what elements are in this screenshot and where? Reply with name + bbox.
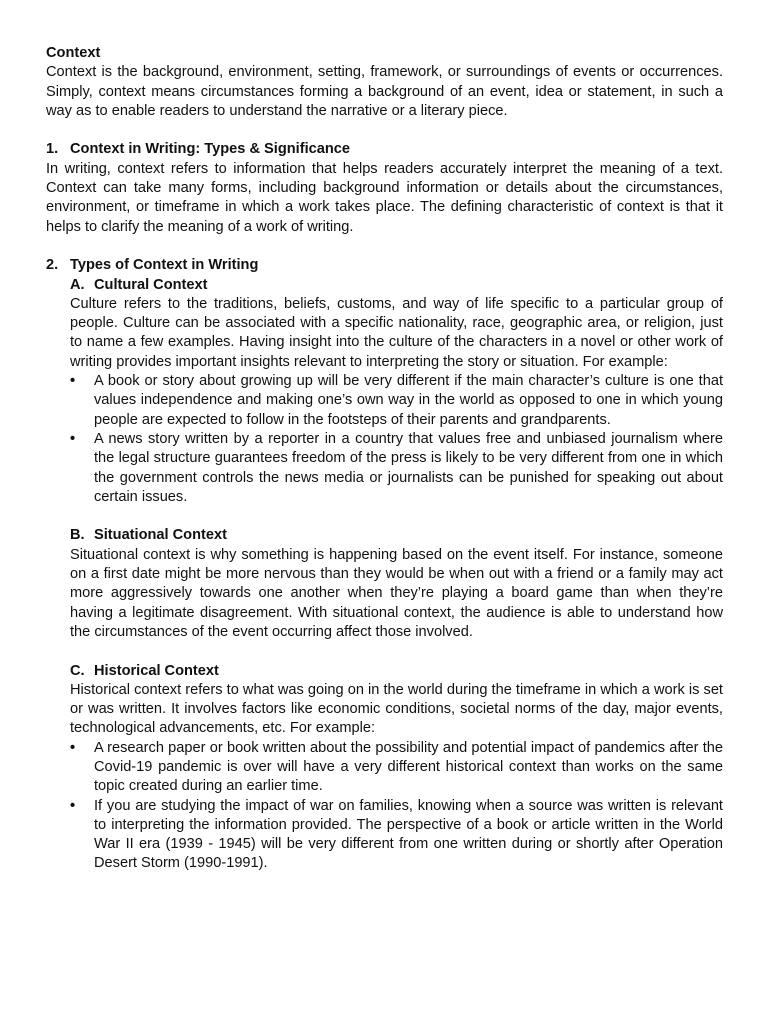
bullet-icon: • [70,430,76,447]
section-title: Types of Context in Writing [70,257,259,274]
document-page [46,44,723,874]
subsection-title: Situational Context [94,527,227,544]
section-2-content [70,276,723,874]
spacer [70,642,723,661]
subsection-c-heading [70,662,723,681]
bullet-text: A book or story about growing up will be very different if the main character’s culture is one that values independence and making one’s own way in the world as opposed to one in which young people are expected to follow in the footsteps of their parents and grandparents. [94,373,723,428]
bullet-text: A research paper or book written about the possibility and potential impact of pandemics after the Covid-19 pandemic is over will have a very different historical context than works on the same topic created during an earlier time. [94,739,723,795]
bullet-text: A news story written by a reporter in a country that values free and unbiased journalism where the legal structure guarantees freedom of the press is likely to be very different from one in which the government controls the news media or journalists can be punished for speaking out about certain issues. [94,430,723,505]
list-item [70,372,723,430]
section-number: 1. [46,141,59,158]
bullet-icon: • [70,373,76,390]
section-number: 2. [46,257,59,274]
subsection-c-bullets [70,739,723,874]
subsection-title: Historical Context [94,662,219,679]
spacer [46,237,723,256]
list-item [70,430,723,507]
list-item [70,739,723,797]
document-title: Context [46,45,101,61]
subsection-a-heading [70,276,723,295]
section-1-body: In writing, context refers to information that helps readers accurately interpret the meaning of a text. Context can take many forms, including background information or details about the circumstances, environment, or timeframe in which a work takes place. The defining characteristic of context is that it helps to clarify the meaning of a work of writing. [46,160,723,235]
subsection-letter: A. [70,276,85,293]
subsection-letter: C. [70,662,85,679]
bullet-icon: • [70,797,76,814]
section-2-heading [46,256,723,275]
intro-paragraph: Context is the background, environment, setting, framework, or surroundings of events or occurrences. Simply, context means circumstances forming a background of an event, idea or statement, in such a way as to enable readers to understand the narrative or a literary piece. [46,64,723,119]
subsection-title: Cultural Context [94,276,208,293]
subsection-b-heading [70,526,723,545]
list-item [70,797,723,874]
spacer [70,507,723,526]
bullet-text: If you are studying the impact of war on families, knowing when a source was written is relevant to interpreting the information provided. The perspective of a book or article written in the World War II era (1939 - 1945) will be very different from one written during or shortly after Operation Desert Storm (1990-1991). [94,797,723,872]
subsection-c-body: Historical context refers to what was going on in the world during the timeframe in which a work is set or was written. It involves factors like economic conditions, societal norms of the day, major events, technological advancements, etc. For example: [70,681,723,737]
section-title: Context in Writing: Types & Significance [70,141,351,158]
bullet-icon: • [70,739,76,756]
section-1-heading [46,140,723,159]
subsection-a-body: Culture refers to the traditions, beliefs, customs, and way of life specific to a particular group of people. Culture can be associated with a specific nationality, race, geographic area, or religion, just to name a few examples. Having insight into the culture of the characters in a novel or other work of writing provides important insights relevant to interpreting the story or situation. For example: [70,295,723,370]
subsection-a-bullets [70,372,723,507]
spacer [46,121,723,140]
subsection-b-body: Situational context is why something is happening based on the event itself. For instance, someone on a first date might be more nervous than they would be when out with a friend or a family may act more aggressively towards one another when they’re playing a board game than when they’re having a legitimate disagreement. With situational context, the audience is able to understand how the circumstances of the event occurring affect those involved. [70,546,723,640]
subsection-letter: B. [70,527,85,544]
